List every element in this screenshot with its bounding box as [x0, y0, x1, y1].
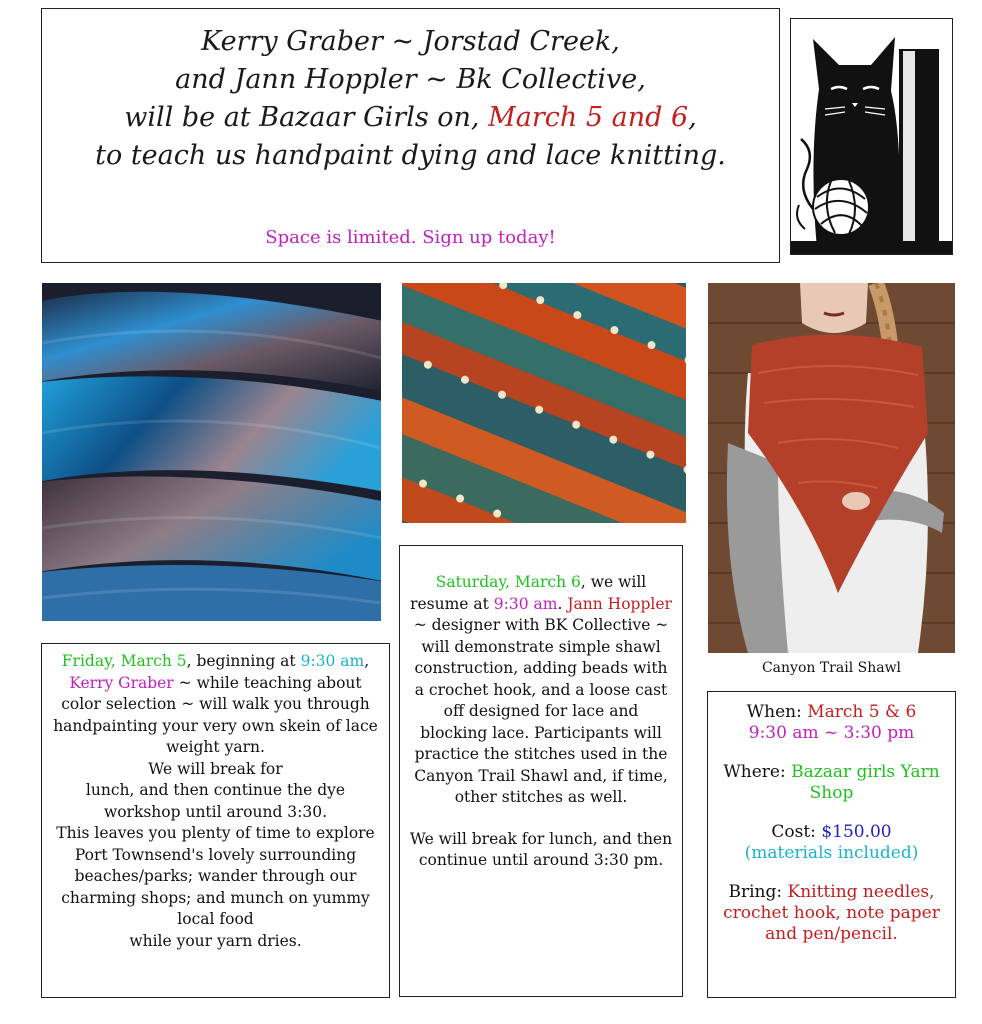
- when-row: [716, 702, 947, 744]
- friday-text-7: while your yarn dries.: [129, 931, 302, 950]
- friday-instructor: Kerry Graber: [69, 673, 174, 692]
- shawl-caption: Canyon Trail Shawl: [761, 660, 902, 676]
- saturday-text-1: , we will resume at: [410, 573, 647, 613]
- bring-row: [716, 882, 947, 945]
- cost-label: Cost:: [771, 822, 822, 842]
- saturday-text-2: .: [557, 594, 568, 613]
- header-box: [41, 8, 780, 263]
- saturday-day: Saturday, March 6: [435, 573, 581, 591]
- headline-line-3-text: will be at Bazaar Girls on,: [124, 102, 489, 133]
- headline-line-4: to teach us handpaint dying and lace knitting.: [95, 140, 726, 171]
- saturday-instructor: Jann Hoppler: [567, 594, 672, 613]
- where-label: Where:: [723, 762, 792, 782]
- friday-text-1: , beginning at: [186, 652, 301, 670]
- bring-value: Knitting needles, crochet hook, note paper and pen/pencil.: [723, 882, 940, 944]
- headline-line-3-comma: ,: [688, 102, 697, 133]
- cat-logo: [790, 18, 953, 255]
- event-info-box: [707, 691, 956, 998]
- yarn-skeins-photo: [42, 283, 381, 621]
- bring-label: Bring:: [728, 882, 788, 902]
- cost-row: [716, 822, 947, 864]
- saturday-text-3: ~ designer with BK Collective ~ will demonstrate simple shawl construction, adding beads with a crochet hook, and a loose cast off designed for lace and blocking lace. Participants will practice the stitches used in the Canyon Trail Shawl and, if time, other stitches as well.: [413, 616, 669, 806]
- cost-note: (materials included): [744, 843, 919, 863]
- lace-swatch-photo: [402, 283, 686, 523]
- when-time: 9:30 am ~ 3:30 pm: [748, 723, 915, 743]
- friday-text-5: lunch, and then continue the dye workshop until around 3:30.: [85, 781, 346, 821]
- headline-line-1: Kerry Graber ~ Jorstad Creek,: [201, 26, 620, 57]
- saturday-text-4: We will break for lunch, and then continue until around 3:30 pm.: [409, 829, 673, 869]
- saturday-time: 9:30 am: [493, 594, 558, 613]
- when-label: When:: [746, 702, 808, 722]
- saturday-spacer: [408, 809, 674, 829]
- when-date: March 5 & 6: [807, 702, 917, 722]
- friday-text-6: This leaves you plenty of time to explore Port Townsend's lovely surrounding beaches/parks; wander through our charming shops; and munch on yummy local food: [56, 824, 375, 928]
- where-row: [716, 762, 947, 804]
- cost-value: $150.00: [821, 822, 892, 842]
- space-limited-text: Space is limited. Sign up today!: [265, 227, 556, 248]
- friday-text-2: ,: [364, 652, 370, 670]
- friday-time: 9:30 am: [300, 652, 365, 670]
- lace-swatch-image: [402, 283, 686, 523]
- cat-with-yarn-icon: [791, 19, 952, 254]
- headline: [42, 23, 779, 175]
- saturday-schedule-box: [399, 545, 683, 997]
- friday-text-4: We will break for: [148, 759, 283, 778]
- friday-text-3: ~ while teaching about color selection ~ will walk you through handpainting your very own skein of lace weight yarn.: [53, 673, 378, 756]
- event-dates: March 5 and 6: [488, 102, 689, 133]
- where-value: Bazaar girls Yarn Shop: [791, 762, 940, 803]
- shawl-model-image: [708, 283, 955, 653]
- headline-line-2: and Jann Hoppler ~ Bk Collective,: [175, 64, 646, 95]
- headline-line-3: [42, 99, 779, 137]
- friday-schedule-box: [41, 643, 390, 998]
- yarn-skeins-image: [42, 283, 381, 621]
- shawl-model-photo: [708, 283, 955, 653]
- friday-day: Friday, March 5: [61, 652, 187, 670]
